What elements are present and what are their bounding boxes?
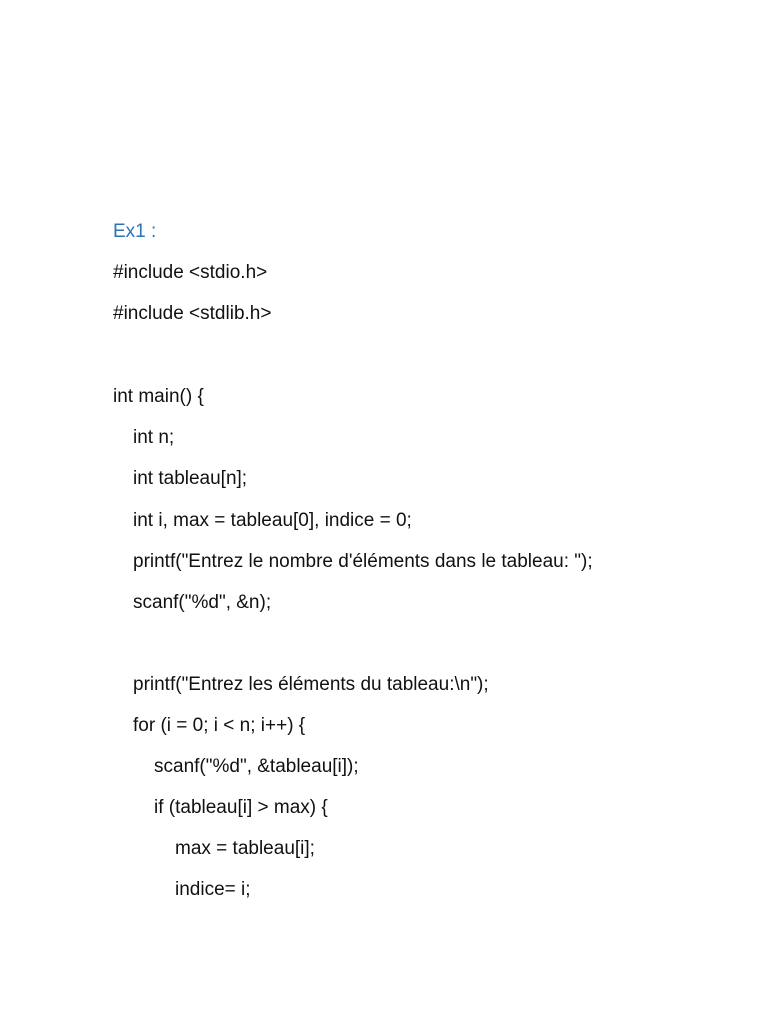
code-line-printf-count: printf("Entrez le nombre d'éléments dans le tableau: "); [133, 551, 593, 572]
code-line-variables: int i, max = tableau[0], indice = 0; [133, 510, 412, 531]
code-line-max-assignment: max = tableau[i]; [175, 838, 315, 859]
code-line-for-loop: for (i = 0; i < n; i++) { [133, 715, 306, 736]
exercise-heading: Ex1 : [113, 221, 157, 242]
code-line-tableau-declaration: int tableau[n]; [133, 468, 248, 489]
code-line-int-n: int n; [133, 427, 175, 448]
code-line-include-stdio: #include <stdio.h> [113, 262, 268, 283]
code-line-printf-elements: printf("Entrez les éléments du tableau:\n"); [133, 674, 489, 695]
code-line-if-condition: if (tableau[i] > max) { [154, 797, 328, 818]
code-line-include-stdlib: #include <stdlib.h> [113, 303, 272, 324]
code-line-scanf-element: scanf("%d", &tableau[i]); [154, 756, 359, 777]
code-line-main-declaration: int main() { [113, 386, 204, 407]
code-line-indice-assignment: indice= i; [175, 879, 251, 900]
code-line-scanf-count: scanf("%d", &n); [133, 592, 272, 613]
